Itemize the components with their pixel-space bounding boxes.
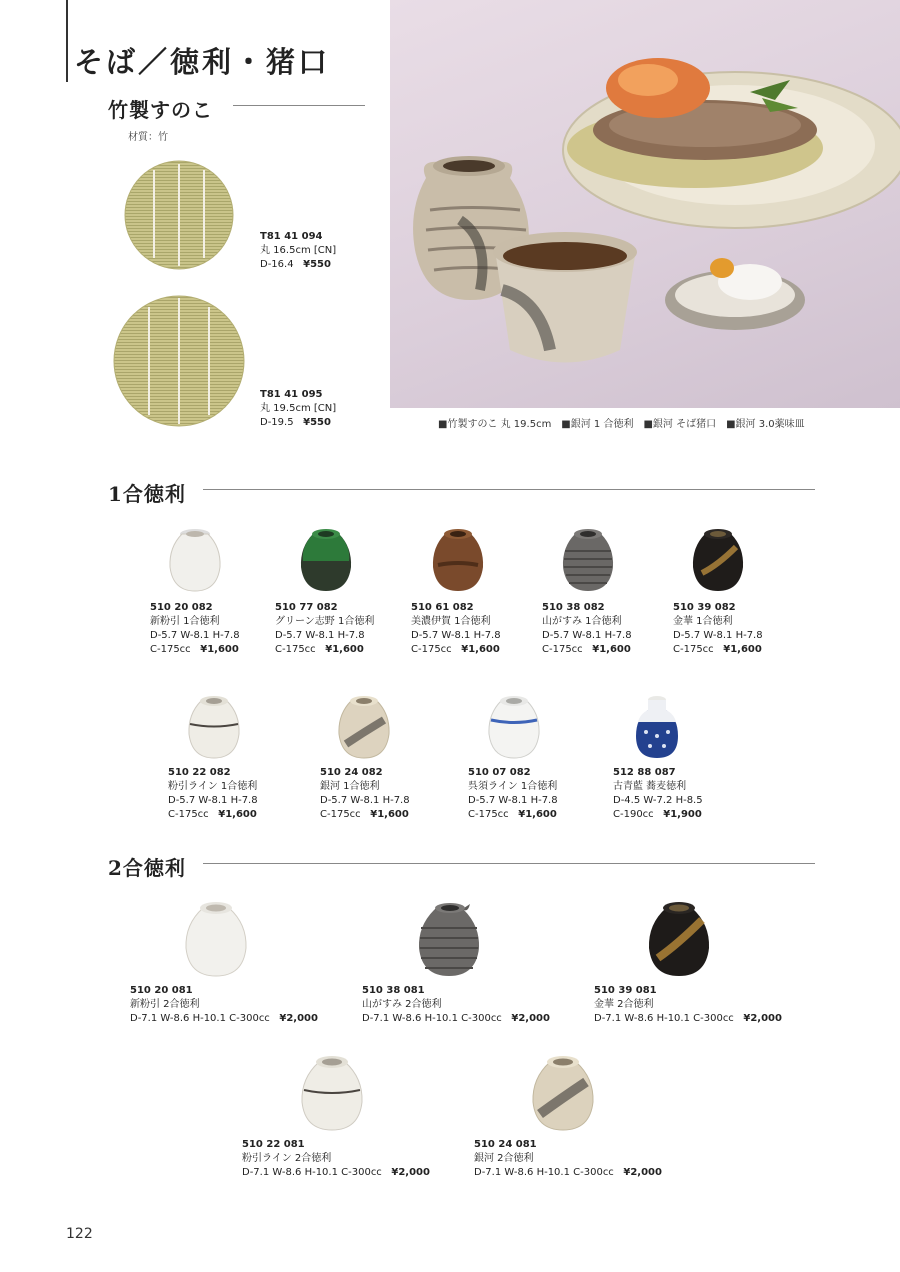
product-code: 510 24 081 [474, 1139, 537, 1150]
product-code: 510 07 082 [468, 767, 531, 778]
product-dims: D-16.4 [260, 259, 294, 270]
product-spec-nigo-0 [130, 984, 318, 1026]
product-code: 510 20 082 [150, 602, 213, 613]
section-rule-sudare [233, 105, 365, 106]
product-name: 山がすみ 1合徳利 [542, 616, 622, 627]
product-code: 510 38 082 [542, 602, 605, 613]
product-spec-ichigo-4 [673, 601, 763, 657]
product-dims: D-4.5 W-7.2 H-8.5 [613, 795, 703, 806]
product-dims: D-5.7 W-8.1 H-7.8 [673, 630, 763, 641]
product-dims: D-5.7 W-8.1 H-7.8 [150, 630, 240, 641]
material-label: 材質：竹 [128, 132, 168, 143]
product-spec-nigo-3 [242, 1138, 430, 1180]
product-capacity: C-175cc [150, 644, 191, 655]
product-dims: D-7.1 W-8.6 H-10.1 C-300cc [594, 1013, 734, 1024]
product-price: ¥2,000 [623, 1167, 662, 1178]
product-price: ¥2,000 [511, 1013, 550, 1024]
product-name: 山がすみ 2合徳利 [362, 999, 442, 1010]
tokkuri2-image-ginga [528, 1052, 598, 1134]
product-name: 呉須ライン 1合徳利 [468, 781, 558, 792]
product-code: 510 38 081 [362, 985, 425, 996]
tokkuri-image-shinkohiki [165, 525, 225, 595]
page-number: 122 [66, 1226, 93, 1242]
page-title: そば／徳利・猪口 [74, 45, 331, 79]
header-rule [66, 0, 68, 82]
sudare-spec-1 [260, 230, 336, 272]
product-price: ¥1,600 [325, 644, 364, 655]
product-name: 銀河 2合徳利 [474, 1153, 534, 1164]
tokkuri-image-green-shino [296, 525, 356, 595]
sudare-small-image [124, 160, 234, 270]
product-name: 粉引ライン 1合徳利 [168, 781, 258, 792]
product-dims: D-5.7 W-8.1 H-7.8 [275, 630, 365, 641]
product-code: T81 41 094 [260, 231, 323, 242]
product-spec-ichigo-3 [542, 601, 632, 657]
product-spec-ichigo-2 [411, 601, 501, 657]
product-capacity: C-175cc [411, 644, 452, 655]
product-spec-ichigo-0 [150, 601, 240, 657]
product-code: 510 24 082 [320, 767, 383, 778]
tokkuri-image-kinka [688, 525, 748, 595]
product-code: 510 61 082 [411, 602, 474, 613]
tokkuri-image-gosu-line [484, 692, 544, 762]
product-price: ¥550 [303, 259, 331, 270]
product-spec-ichigo-7 [468, 766, 558, 822]
product-code: 510 22 082 [168, 767, 231, 778]
product-name: 新粉引 2合徳利 [130, 999, 200, 1010]
product-dims: D-5.7 W-8.1 H-7.8 [411, 630, 501, 641]
product-size: 丸 19.5cm [CN] [260, 403, 337, 414]
product-dims: D-19.5 [260, 417, 294, 428]
sudare-large-image [113, 295, 245, 427]
product-price: ¥1,600 [461, 644, 500, 655]
product-price: ¥1,600 [218, 809, 257, 820]
product-dims: D-5.7 W-8.1 H-7.8 [168, 795, 258, 806]
product-code: 510 39 082 [673, 602, 736, 613]
product-dims: D-7.1 W-8.6 H-10.1 C-300cc [474, 1167, 614, 1178]
product-price: ¥2,000 [391, 1167, 430, 1178]
product-price: ¥1,600 [200, 644, 239, 655]
tokkuri-image-koseiran [632, 692, 682, 762]
product-spec-ichigo-1 [275, 601, 374, 657]
tokkuri-image-mino-iga [428, 525, 488, 595]
product-name: 古青藍 蕎麦徳利 [613, 781, 687, 792]
product-capacity: C-175cc [468, 809, 509, 820]
product-name: 銀河 1合徳利 [320, 781, 380, 792]
product-price: ¥2,000 [279, 1013, 318, 1024]
product-spec-nigo-1 [362, 984, 550, 1026]
sudare-spec-2 [260, 388, 336, 430]
product-name: 粉引ライン 2合徳利 [242, 1153, 332, 1164]
product-price: ¥1,900 [663, 809, 702, 820]
product-code: 510 20 081 [130, 985, 193, 996]
product-size: 丸 16.5cm [CN] [260, 245, 337, 256]
tokkuri2-image-yamagasumi [412, 898, 486, 980]
product-name: 金華 1合徳利 [673, 616, 733, 627]
product-spec-ichigo-5 [168, 766, 258, 822]
product-dims: D-5.7 W-8.1 H-7.8 [542, 630, 632, 641]
hero-photo [390, 0, 900, 408]
product-dims: D-7.1 W-8.6 H-10.1 C-300cc [130, 1013, 270, 1024]
product-spec-nigo-2 [594, 984, 782, 1026]
tokkuri-image-kohiki-line [184, 692, 244, 762]
tokkuri-image-ginga [334, 692, 394, 762]
product-capacity: C-175cc [320, 809, 361, 820]
product-price: ¥1,600 [518, 809, 557, 820]
product-code: 510 77 082 [275, 602, 338, 613]
product-capacity: C-175cc [275, 644, 316, 655]
product-name: 新粉引 1合徳利 [150, 616, 220, 627]
product-dims: D-5.7 W-8.1 H-7.8 [468, 795, 558, 806]
product-price: ¥1,600 [723, 644, 762, 655]
product-spec-ichigo-6 [320, 766, 410, 822]
product-spec-nigo-4 [474, 1138, 662, 1180]
product-spec-ichigo-8 [613, 766, 703, 822]
product-price: ¥550 [303, 417, 331, 428]
section-rule-ichigo [203, 489, 815, 490]
product-name: 金華 2合徳利 [594, 999, 654, 1010]
product-name: 美濃伊賀 1合徳利 [411, 616, 491, 627]
product-capacity: C-175cc [542, 644, 583, 655]
product-code: 510 39 081 [594, 985, 657, 996]
product-dims: D-5.7 W-8.1 H-7.8 [320, 795, 410, 806]
tokkuri2-image-kinka [644, 898, 714, 980]
section-rule-nigo [203, 863, 815, 864]
section-title-ichigo: 1合徳利 [108, 482, 186, 506]
section-title-sudare: 竹製すのこ [108, 98, 213, 122]
product-dims: D-7.1 W-8.6 H-10.1 C-300cc [362, 1013, 502, 1024]
section-title-nigo: 2合徳利 [108, 856, 186, 880]
product-price: ¥1,600 [370, 809, 409, 820]
product-capacity: C-175cc [673, 644, 714, 655]
product-capacity: C-175cc [168, 809, 209, 820]
product-dims: D-7.1 W-8.6 H-10.1 C-300cc [242, 1167, 382, 1178]
tokkuri2-image-kohiki-line [297, 1052, 367, 1134]
product-capacity: C-190cc [613, 809, 654, 820]
product-name: グリーン志野 1合徳利 [275, 616, 375, 627]
photo-caption: ■竹製すのこ 丸 19.5cm ■銀河 1 合徳利 ■銀河 そば猪口 ■銀河 3.0薬味皿 [438, 419, 805, 430]
tokkuri-image-yamagasumi [558, 525, 618, 595]
product-price: ¥2,000 [743, 1013, 782, 1024]
product-code: T81 41 095 [260, 389, 323, 400]
product-price: ¥1,600 [592, 644, 631, 655]
tokkuri2-image-shinkohiki [181, 898, 251, 980]
product-code: 510 22 081 [242, 1139, 305, 1150]
product-code: 512 88 087 [613, 767, 676, 778]
